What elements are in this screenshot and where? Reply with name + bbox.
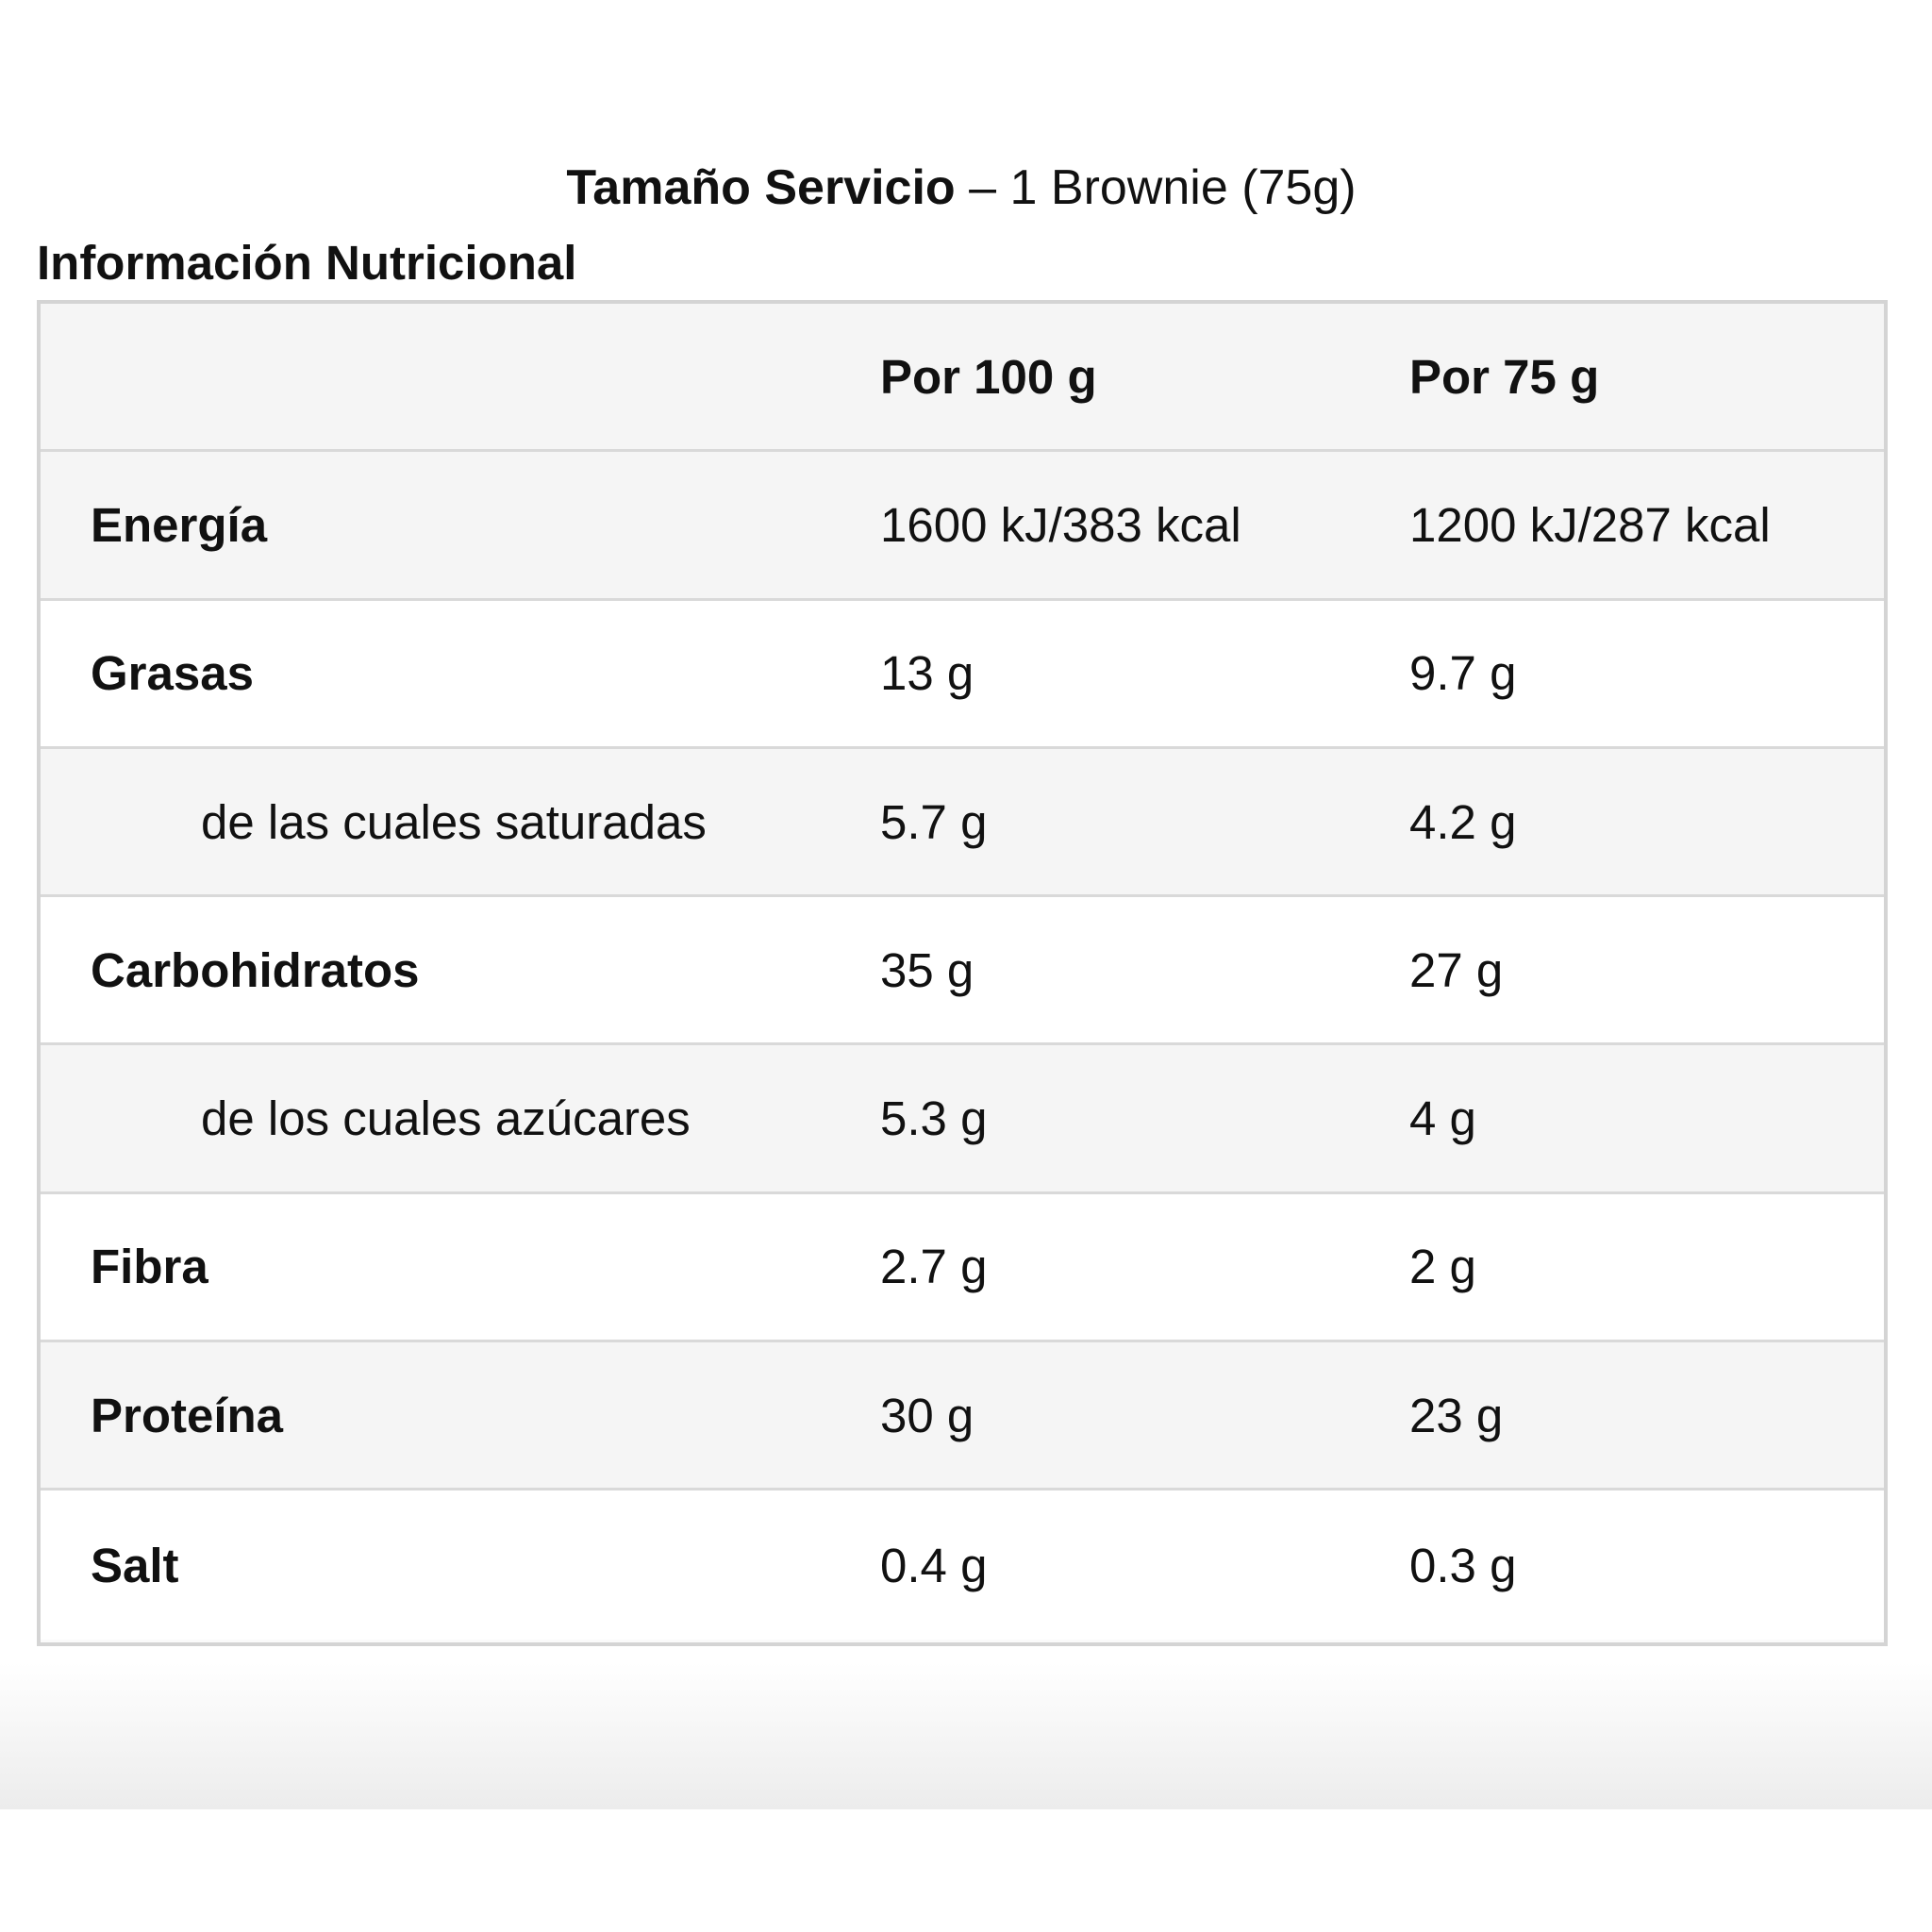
value-per-100g: 1600 kJ/383 kcal (880, 497, 1241, 552)
value-per-100g: 35 g (880, 942, 974, 997)
table-row (41, 1342, 1884, 1491)
nutrient-name: Energía (91, 497, 268, 552)
serving-size-line (0, 158, 1923, 217)
value-per-75g: 27 g (1409, 942, 1504, 997)
value-per-100g: 5.3 g (880, 1091, 988, 1146)
table-row (41, 452, 1884, 600)
section-title: Información Nutricional (37, 236, 577, 290)
serving-size-dash: – (969, 160, 997, 215)
nutrient-subname: de las cuales saturadas (201, 794, 707, 849)
nutrient-subname: de los cuales azúcares (201, 1091, 691, 1146)
nutrient-name: Fibra (91, 1240, 208, 1294)
table-row (41, 749, 1884, 897)
nutrient-name: Grasas (91, 646, 254, 701)
value-per-75g: 4 g (1409, 1091, 1476, 1146)
value-per-75g: 0.3 g (1409, 1538, 1517, 1592)
value-per-75g: 9.7 g (1409, 646, 1517, 701)
table-row (41, 1491, 1884, 1639)
value-per-75g: 23 g (1409, 1388, 1504, 1442)
nutrition-table (37, 300, 1888, 1646)
nutrient-name: Carbohidratos (91, 942, 420, 997)
value-per-75g: 4.2 g (1409, 794, 1517, 849)
value-per-100g: 5.7 g (880, 794, 988, 849)
value-per-100g: 30 g (880, 1388, 974, 1442)
value-per-75g: 2 g (1409, 1240, 1476, 1294)
bottom-shadow-band (0, 1662, 1932, 1809)
table-row (41, 1194, 1884, 1342)
value-per-100g: 2.7 g (880, 1240, 988, 1294)
serving-size-value: 1 Brownie (75g) (1009, 160, 1357, 215)
value-per-100g: 13 g (880, 646, 974, 701)
table-row (41, 601, 1884, 749)
table-header-row (41, 304, 1884, 452)
table-row (41, 897, 1884, 1045)
header-per-75g: Por 75 g (1409, 349, 1600, 404)
value-per-100g: 0.4 g (880, 1538, 988, 1592)
nutrient-name: Proteína (91, 1388, 284, 1442)
table-row (41, 1045, 1884, 1193)
serving-size-label: Tamaño Servicio (566, 160, 956, 215)
value-per-75g: 1200 kJ/287 kcal (1409, 497, 1771, 552)
nutrient-name: Salt (91, 1538, 179, 1592)
header-per-100g: Por 100 g (880, 349, 1097, 404)
